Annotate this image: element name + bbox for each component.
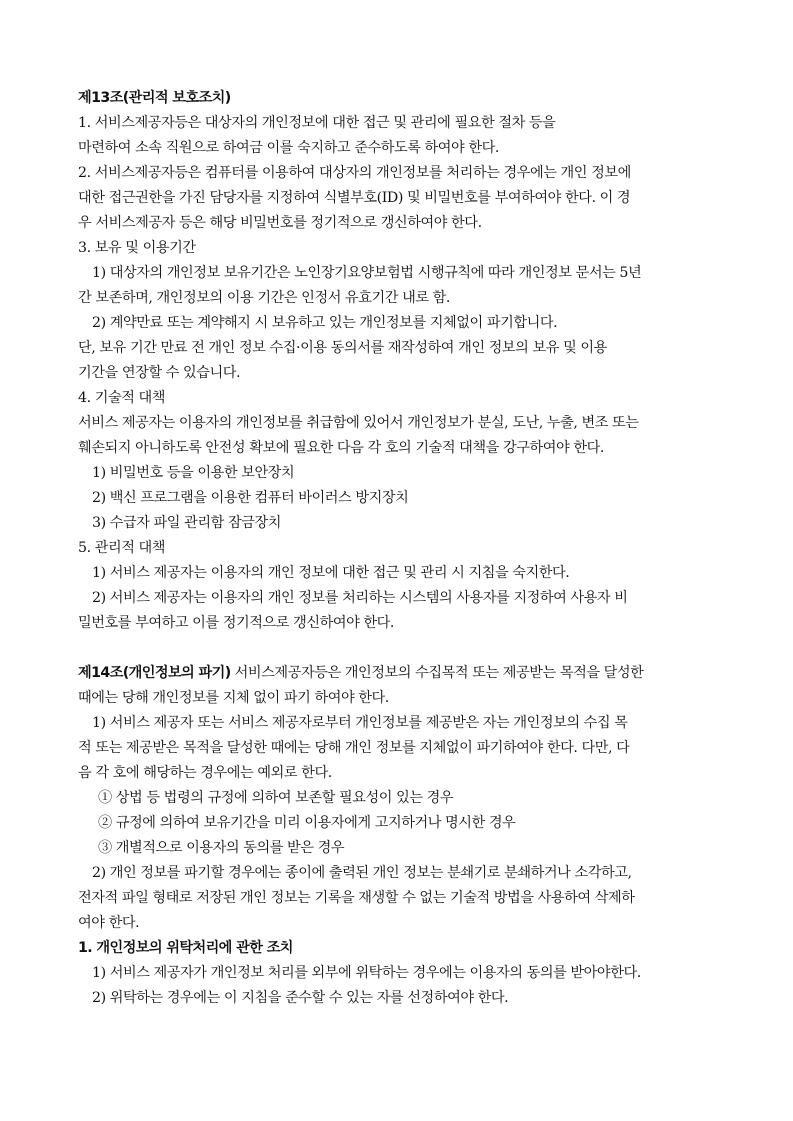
article13-line: 3. 보유 및 이용기간 bbox=[78, 240, 196, 256]
article13-line: 기간을 연장할 수 있습니다. bbox=[78, 365, 241, 381]
article14-line: ③ 개별적으로 이용자의 동의를 받은 경우 bbox=[98, 840, 345, 856]
article13-line: 대한 접근권한을 가진 담당자를 지정하여 식별부호(ID) 및 비밀번호를 부여하여야 한다. 이 경 bbox=[78, 190, 631, 206]
article13-line: 2) 서비스 제공자는 이용자의 개인 정보를 처리하는 시스템의 사용자를 지정하여 사용자 비 bbox=[92, 590, 628, 606]
section1-line: 2) 위탁하는 경우에는 이 지침을 준수할 수 있는 자를 선정하여야 한다. bbox=[92, 990, 509, 1006]
article13-line: 2) 계약만료 또는 계약해지 시 보유하고 있는 개인정보를 지체없이 파기합니다. bbox=[92, 315, 558, 331]
article13-line: 밀번호를 부여하고 이를 정기적으로 갱신하여야 한다. bbox=[78, 615, 394, 631]
article13-title: 제13조(관리적 보호조치) bbox=[78, 90, 231, 106]
document-page bbox=[78, 86, 723, 1011]
article14-line: 2) 개인 정보를 파기할 경우에는 종이에 출력된 개인 정보는 분쇄기로 분쇄하거나 소각하고, bbox=[92, 865, 632, 881]
article13-line: 1) 대상자의 개인정보 보유기간은 노인장기요양보험법 시행규칙에 따라 개인정보 문서는 5년 bbox=[92, 265, 642, 281]
article13-line: 2) 백신 프로그램을 이용한 컴퓨터 바이러스 방지장치 bbox=[92, 490, 409, 506]
article14-line: ① 상법 등 법령의 규정에 의하여 보존할 필요성이 있는 경우 bbox=[98, 790, 454, 806]
article14-line: 여야 한다. bbox=[78, 915, 140, 931]
article13-line: 1) 서비스 제공자는 이용자의 개인 정보에 대한 접근 및 관리 시 지침을 숙지한다. bbox=[92, 565, 570, 581]
article14-line: 음 각 호에 해당하는 경우에는 예외로 한다. bbox=[78, 765, 332, 781]
article13-line: 5. 관리적 대책 bbox=[78, 540, 166, 556]
article14-first-line bbox=[78, 661, 723, 686]
article13-line: 간 보존하며, 개인정보의 이용 기간은 인정서 유효기간 내로 함. bbox=[78, 290, 450, 306]
article13-line: 마련하여 소속 직원으로 하여금 이를 숙지하고 준수하도록 하여야 한다. bbox=[78, 140, 499, 156]
article14-intro: 서비스제공자등은 개인정보의 수집목적 또는 제공받는 목적을 달성한 bbox=[234, 665, 644, 681]
article13-line: 2. 서비스제공자등은 컴퓨터를 이용하여 대상자의 개인정보를 처리하는 경우에는 개인 정보에 bbox=[78, 165, 631, 181]
article13-line: 단, 보유 기간 만료 전 개인 정보 수집·이용 동의서를 재작성하여 개인 정보의 보유 및 이용 bbox=[78, 340, 607, 356]
article14-line: 1) 서비스 제공자 또는 서비스 제공자로부터 개인정보를 제공받은 자는 개인정보의 수집 목 bbox=[92, 715, 628, 731]
article13-line: 우 서비스제공자 등은 해당 비밀번호를 정기적으로 갱신하여야 한다. bbox=[78, 215, 482, 231]
article14-title: 제14조(개인정보의 파기) bbox=[78, 665, 231, 681]
section1-line: 1) 서비스 제공자가 개인정보 처리를 외부에 위탁하는 경우에는 이용자의 동의를 받아야한다. bbox=[92, 965, 641, 981]
article13-line: 3) 수급자 파일 관리함 잠금장치 bbox=[92, 515, 281, 531]
article13-line: 1. 서비스제공자등은 대상자의 개인정보에 대한 접근 및 관리에 필요한 절차 등을 bbox=[78, 115, 556, 131]
section-spacer bbox=[78, 636, 723, 661]
article14-line: ② 규정에 의하여 보유기간을 미리 이용자에게 고지하거나 명시한 경우 bbox=[98, 815, 516, 831]
section1-title: 1. 개인정보의 위탁처리에 관한 조치 bbox=[78, 940, 293, 956]
article13-line: 서비스 제공자는 이용자의 개인정보를 취급함에 있어서 개인정보가 분실, 도난, 누출, 변조 또는 bbox=[78, 415, 639, 431]
article13-line: 4. 기술적 대책 bbox=[78, 390, 166, 406]
article14-line: 전자적 파일 형태로 저장된 개인 정보는 기록을 재생할 수 없는 기술적 방법을 사용하여 삭제하 bbox=[78, 890, 635, 906]
article13-line: 훼손되지 아니하도록 안전성 확보에 필요한 다음 각 호의 기술적 대책을 강구하여야 한다. bbox=[78, 440, 604, 456]
article14-line: 때에는 당해 개인정보를 지체 없이 파기 하여야 한다. bbox=[78, 690, 389, 706]
article13-line: 1) 비밀번호 등을 이용한 보안장치 bbox=[92, 465, 295, 481]
article14-line: 적 또는 제공받은 목적을 달성한 때에는 당해 개인 정보를 지체없이 파기하여야 한다. 다만, 다 bbox=[78, 740, 630, 756]
